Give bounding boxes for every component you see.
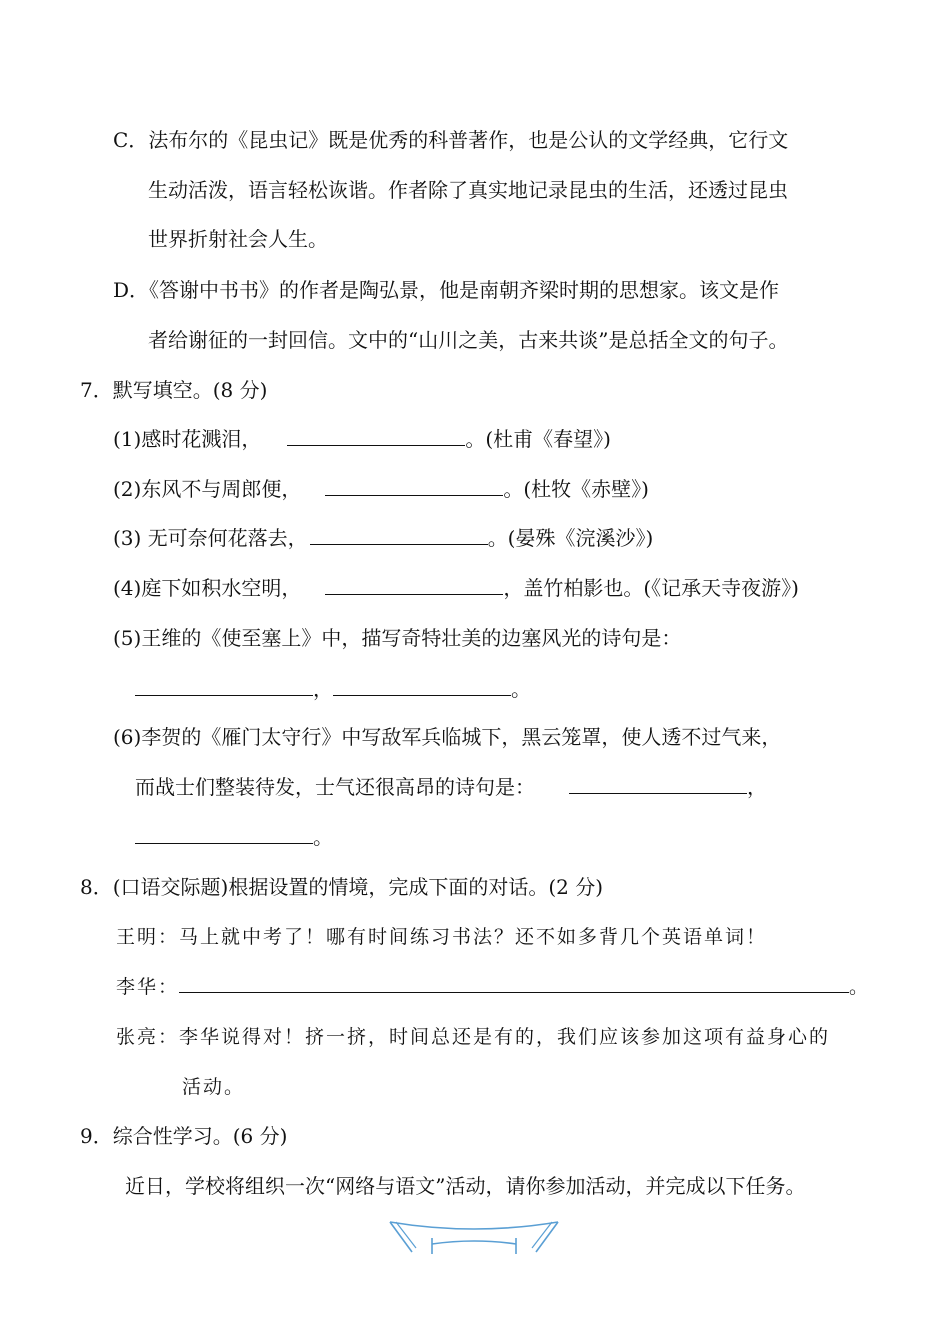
q7-item-6-prompt: 而战士们整装待发，士气还很高昂的诗句是： [135,775,535,799]
option-c-label: C． [113,128,149,152]
q7-item-5-prompt: (5)王维的《使至塞上》中，描写奇特壮美的边塞风光的诗句是： [113,626,682,650]
q7-item-5-answer [135,675,531,703]
q8-zhangliang-line2: 活动。 [182,1076,246,1098]
option-d-line1 [113,276,779,304]
q8-title: (口语交际题)根据设置的情境，完成下面的对话。(2 分) [112,875,604,899]
option-c-line1 [113,126,788,154]
q7-item-1-prompt: (1)感时花溅泪， [113,427,262,451]
option-d-label: D． [113,278,150,302]
q9-intro: 近日，学校将组织一次“网络与语文”活动，请你参加活动，并完成以下任务。 [125,1174,806,1198]
q8-wangming: 王明：马上就中考了！哪有时间练习书法？还不如多背几个英语单词！ [116,926,768,948]
q7-item-2-source: 。(杜牧《赤壁》) [503,477,649,501]
q7-item-5-blank-1[interactable] [135,677,313,696]
q7-item-4 [113,574,799,602]
q7-number: 7． [80,378,113,402]
q7-item-4-blank[interactable] [325,576,503,595]
q7-item-5-comma: ， [313,677,333,701]
q7-item-6-line3 [135,823,333,851]
q7-item-2-blank[interactable] [325,477,503,496]
q7-item-2 [113,475,649,503]
option-c-text-1: 法布尔的《昆虫记》既是优秀的科普著作，也是公认的文学经典，它行文 [148,128,789,152]
q7-item-3-source: 。(晏殊《浣溪沙》) [487,526,654,550]
q7-item-1-blank[interactable] [287,427,465,446]
q7-item-6-blank-2[interactable] [135,825,313,844]
q8-lihua-label: 李华： [116,976,180,998]
q7-title: 默写填空。(8 分) [112,378,268,402]
q8-zhangliang-line1: 张亮：李华说得对！挤一挤，时间总还是有的，我们应该参加这项有益身心的 [116,1026,831,1048]
q7-item-1 [113,425,611,453]
option-c-line3: 世界折射社会人生。 [148,227,328,251]
option-c-line2: 生动活泼，语言轻松诙谐。作者除了真实地记录昆虫的生活，还透过昆虫 [148,178,788,202]
q9-title: 综合性学习。(6 分) [112,1124,288,1148]
q7-item-1-source: 。(杜甫《春望》) [465,427,611,451]
q8-number: 8． [80,875,113,899]
q7-item-6-line1: (6)李贺的《雁门太守行》中写敌军兵临城下，黑云笼罩，使人透不过气来， [113,725,782,749]
q7-item-6-end: 。 [313,825,333,849]
q7-item-5-end: 。 [511,677,531,701]
option-d-line2: 者给谢征的一封回信。文中的“山川之美，古来共谈”是总括全文的句子。 [148,328,789,352]
q9-heading [80,1122,287,1150]
q7-item-5-blank-2[interactable] [333,677,511,696]
q7-item-6-comma: ， [747,775,767,799]
q7-item-4-source: ，盖竹柏影也。(《记承天寺夜游》) [503,576,799,600]
scroll-banner-icon [388,1218,560,1258]
q7-item-6-blank-1[interactable] [569,775,747,794]
option-d-text-1: 《答谢中书书》的作者是陶弘景，他是南朝齐梁时期的思想家。该文是作 [149,278,780,302]
q8-lihua [116,973,870,1001]
q8-lihua-end: 。 [849,976,871,998]
q8-heading [80,873,603,901]
q8-lihua-blank[interactable] [179,974,849,993]
q7-item-3-prompt: (3) 无可奈何花落去， [113,526,308,550]
q7-heading [80,376,267,404]
q7-item-4-prompt: (4)庭下如积水空明， [113,576,302,600]
q7-item-3-blank[interactable] [310,526,488,545]
q9-number: 9． [80,1124,113,1148]
q7-item-3 [113,524,653,552]
q7-item-2-prompt: (2)东风不与周郎便， [113,477,302,501]
q7-item-6-line2 [135,773,767,801]
